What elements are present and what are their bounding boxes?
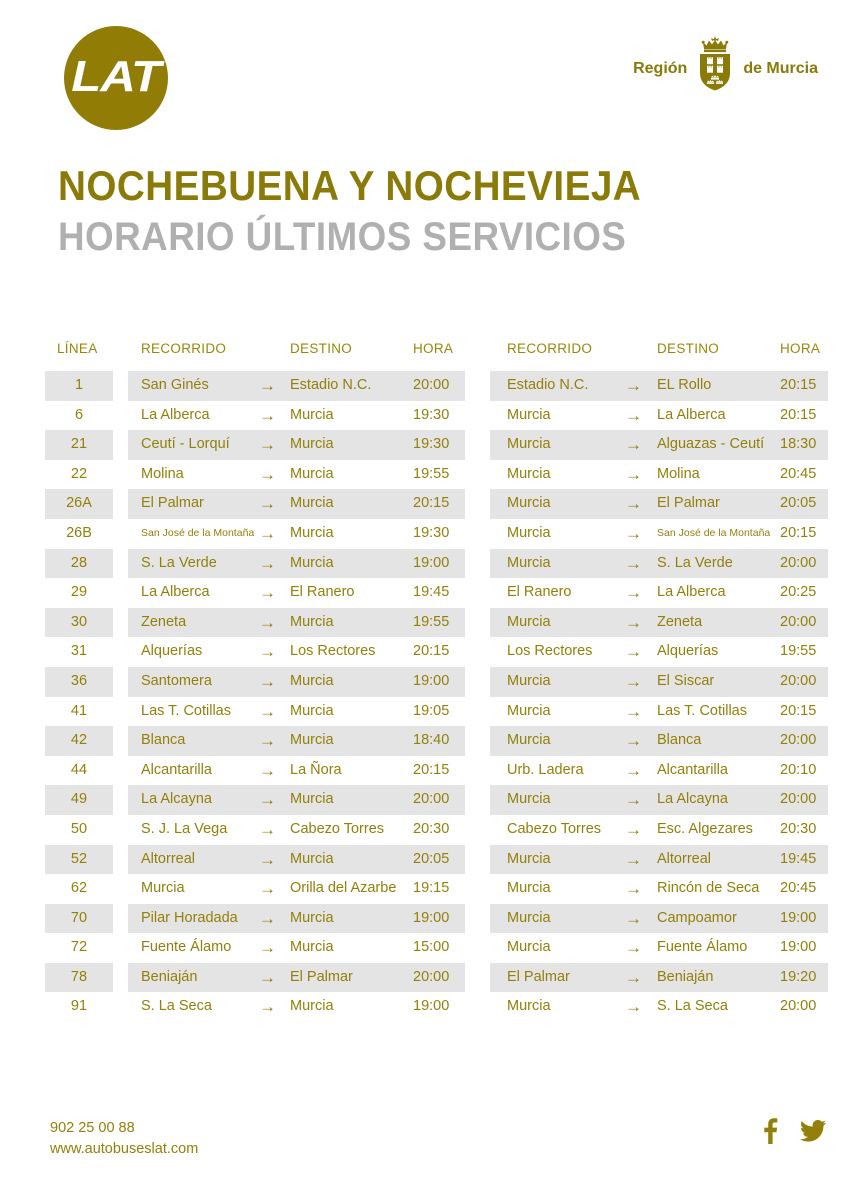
arrow-icon-1 [259, 904, 276, 936]
cell-hora-2: 19:20 [780, 968, 817, 985]
arrow-icon-2 [625, 992, 642, 1024]
arrow-glyph-1: → [259, 908, 276, 928]
arrow-icon-2 [625, 963, 642, 995]
arrow-icon-1 [259, 667, 276, 699]
cell-recorrido-1: San José de la Montaña [141, 526, 255, 539]
table-row [0, 430, 868, 460]
cell-destino-2: Molina [657, 465, 700, 482]
cell-hora-2: 20:00 [780, 672, 817, 689]
cell-linea: 6 [74, 406, 84, 423]
table-row [0, 608, 868, 638]
cell-destino-1: Murcia [290, 732, 334, 749]
page-header [0, 0, 868, 150]
table-body [0, 371, 868, 1022]
cell-destino-1: Murcia [290, 939, 334, 956]
cell-hora-2: 20:00 [780, 791, 817, 808]
arrow-icon-2 [625, 904, 642, 936]
column-header-recorrido-1: RECORRIDO [141, 341, 227, 356]
arrow-glyph-2: → [625, 879, 642, 899]
cell-hora-1: 18:40 [413, 732, 450, 749]
cell-linea: 26B [66, 524, 92, 541]
table-row [0, 401, 868, 431]
arrow-glyph-1: → [259, 997, 276, 1017]
cell-destino-1: Murcia [290, 791, 334, 808]
arrow-glyph-2: → [625, 997, 642, 1017]
cell-destino-1: Murcia [290, 406, 334, 423]
region-de-murcia-logo [633, 33, 818, 93]
cell-recorrido-2: Murcia [507, 554, 551, 571]
cell-linea: 36 [70, 672, 88, 689]
arrow-glyph-2: → [625, 819, 642, 839]
footer-contact [50, 1118, 198, 1160]
cell-hora-1: 19:00 [413, 909, 450, 926]
cell-destino-2: Fuente Álamo [657, 939, 748, 956]
table-row [0, 637, 868, 667]
cell-recorrido-1: Alquerías [141, 643, 203, 660]
table-row [0, 371, 868, 401]
cell-hora-2: 20:00 [780, 613, 817, 630]
arrow-glyph-2: → [625, 583, 642, 603]
cell-linea: 50 [70, 820, 88, 837]
arrow-icon-2 [625, 785, 642, 817]
column-header-destino-1: DESTINO [290, 341, 353, 356]
arrow-icon-1 [259, 430, 276, 462]
cell-destino-1: La Ñora [290, 761, 342, 778]
cell-hora-1: 20:00 [413, 791, 450, 808]
cell-linea: 26A [66, 495, 92, 512]
cell-recorrido-2: Murcia [507, 909, 551, 926]
lat-logo [64, 26, 168, 130]
cell-recorrido-1: El Palmar [141, 495, 204, 512]
arrow-glyph-2: → [625, 760, 642, 780]
arrow-glyph-2: → [625, 464, 642, 484]
arrow-icon-1 [259, 874, 276, 906]
arrow-glyph-1: → [259, 967, 276, 987]
cell-hora-2: 20:45 [780, 880, 817, 897]
cell-recorrido-2: Murcia [507, 672, 551, 689]
cell-destino-1: Murcia [290, 672, 334, 689]
arrow-icon-1 [259, 489, 276, 521]
cell-hora-1: 20:15 [413, 643, 450, 660]
cell-hora-2: 20:15 [780, 377, 817, 393]
cell-linea: 70 [70, 909, 88, 926]
cell-destino-2: Campoamor [657, 909, 737, 926]
cell-destino-1: Cabezo Torres [290, 820, 385, 837]
cell-hora-2: 20:00 [780, 998, 817, 1015]
arrow-icon-1 [259, 815, 276, 847]
cell-destino-1: Orilla del Azarbe [290, 880, 397, 897]
cell-destino-2: Esc. Algezares [657, 820, 753, 837]
cell-hora-2: 20:00 [780, 554, 817, 571]
arrow-glyph-1: → [259, 819, 276, 839]
table-row [0, 726, 868, 756]
arrow-icon-1 [259, 519, 276, 551]
cell-hora-1: 20:15 [413, 495, 450, 512]
arrow-glyph-1: → [259, 523, 276, 543]
cell-linea: 29 [70, 584, 88, 601]
cell-recorrido-2: Murcia [507, 406, 551, 423]
cell-hora-2: 20:00 [780, 732, 817, 749]
table-row [0, 667, 868, 697]
cell-linea: 1 [74, 377, 84, 393]
cell-hora-2: 20:05 [780, 495, 817, 512]
table-row [0, 756, 868, 786]
cell-linea: 62 [70, 880, 88, 897]
page-footer [0, 1100, 868, 1200]
cell-hora-1: 19:00 [413, 672, 450, 689]
cell-recorrido-2: Murcia [507, 880, 551, 897]
cell-hora-2: 19:00 [780, 939, 817, 956]
arrow-icon-2 [625, 489, 642, 521]
cell-hora-1: 19:30 [413, 436, 450, 453]
cell-hora-1: 19:55 [413, 465, 450, 482]
cell-linea: 31 [70, 643, 88, 660]
murcia-crowned-shield-icon [693, 33, 737, 93]
cell-destino-2: Alguazas - Ceutí [657, 436, 765, 453]
table-row [0, 519, 868, 549]
arrow-glyph-1: → [259, 464, 276, 484]
arrow-glyph-2: → [625, 849, 642, 869]
cell-hora-2: 20:25 [780, 584, 817, 601]
cell-destino-2: Altorreal [657, 850, 711, 867]
arrow-glyph-2: → [625, 553, 642, 573]
arrow-glyph-2: → [625, 494, 642, 514]
arrow-icon-2 [625, 933, 642, 965]
cell-hora-2: 20:10 [780, 761, 817, 778]
cell-hora-1: 19:00 [413, 554, 450, 571]
cell-destino-1: Murcia [290, 465, 334, 482]
facebook-icon[interactable] [763, 1118, 778, 1149]
table-row [0, 845, 868, 875]
de-murcia-label: de Murcia [743, 60, 818, 77]
cell-hora-1: 20:05 [413, 850, 450, 867]
arrow-icon-2 [625, 845, 642, 877]
cell-recorrido-1: S. J. La Vega [141, 820, 228, 837]
cell-destino-1: El Palmar [290, 968, 353, 985]
cell-destino-2: S. La Seca [657, 998, 728, 1015]
cell-recorrido-1: Santomera [141, 672, 212, 689]
schedule-table [0, 335, 868, 1022]
cell-linea: 42 [70, 732, 88, 749]
cell-linea: 22 [70, 465, 88, 482]
arrow-icon-2 [625, 874, 642, 906]
arrow-glyph-2: → [625, 938, 642, 958]
arrow-glyph-2: → [625, 908, 642, 928]
arrow-glyph-2: → [625, 612, 642, 632]
arrow-glyph-1: → [259, 731, 276, 751]
cell-hora-2: 19:55 [780, 643, 817, 660]
arrow-icon-2 [625, 401, 642, 433]
cell-recorrido-2: Murcia [507, 702, 551, 719]
cell-hora-2: 18:30 [780, 436, 817, 453]
cell-recorrido-2: El Ranero [507, 584, 572, 601]
arrow-icon-1 [259, 726, 276, 758]
cell-hora-2: 20:15 [780, 406, 817, 423]
cell-destino-1: Murcia [290, 436, 334, 453]
column-header-linea: LÍNEA [57, 341, 98, 356]
cell-destino-2: Zeneta [657, 613, 703, 630]
arrow-icon-2 [625, 697, 642, 729]
arrow-glyph-1: → [259, 405, 276, 425]
cell-destino-2: La Alcayna [657, 791, 728, 808]
arrow-icon-2 [625, 549, 642, 581]
arrow-icon-1 [259, 637, 276, 669]
cell-recorrido-1: S. La Seca [141, 998, 212, 1015]
arrow-glyph-2: → [625, 523, 642, 543]
arrow-icon-2 [625, 667, 642, 699]
arrow-glyph-2: → [625, 790, 642, 810]
arrow-icon-2 [625, 578, 642, 610]
cell-recorrido-2: Murcia [507, 465, 551, 482]
cell-hora-1: 15:00 [413, 939, 450, 956]
cell-linea: 41 [70, 702, 88, 719]
cell-hora-1: 19:15 [413, 880, 450, 897]
table-row [0, 785, 868, 815]
table-row [0, 874, 868, 904]
cell-destino-2: S. La Verde [657, 554, 733, 571]
cell-destino-2: El Siscar [657, 672, 715, 689]
cell-hora-1: 19:45 [413, 584, 450, 601]
cell-recorrido-2: Murcia [507, 850, 551, 867]
cell-recorrido-1: Pilar Horadada [141, 909, 238, 926]
arrow-icon-1 [259, 756, 276, 788]
arrow-glyph-2: → [625, 405, 642, 425]
cell-recorrido-2: Murcia [507, 939, 551, 956]
cell-recorrido-1: San Ginés [141, 377, 209, 393]
cell-hora-2: 20:15 [780, 524, 817, 541]
cell-recorrido-1: La Alberca [141, 584, 210, 601]
cell-destino-1: Murcia [290, 495, 334, 512]
table-row [0, 963, 868, 993]
arrow-glyph-1: → [259, 642, 276, 662]
cell-destino-2: El Palmar [657, 495, 720, 512]
table-row [0, 578, 868, 608]
arrow-glyph-1: → [259, 849, 276, 869]
cell-destino-1: Murcia [290, 998, 334, 1015]
cell-destino-1: Murcia [290, 702, 334, 719]
arrow-icon-2 [625, 608, 642, 640]
table-row [0, 489, 868, 519]
cell-destino-1: Estadio N.C. [290, 377, 372, 393]
cell-destino-1: Murcia [290, 613, 334, 630]
cell-hora-1: 19:55 [413, 613, 450, 630]
table-row [0, 549, 868, 579]
arrow-icon-1 [259, 460, 276, 492]
page-subtitle: HORARIO ÚLTIMOS SERVICIOS [58, 215, 627, 259]
arrow-icon-2 [625, 815, 642, 847]
cell-hora-1: 20:30 [413, 820, 450, 837]
arrow-icon-1 [259, 549, 276, 581]
arrow-icon-1 [259, 963, 276, 995]
cell-recorrido-2: Los Rectores [507, 643, 593, 660]
arrow-icon-1 [259, 933, 276, 965]
cell-destino-1: Los Rectores [290, 643, 376, 660]
arrow-glyph-1: → [259, 671, 276, 691]
table-header-row [0, 335, 868, 371]
cell-recorrido-1: Ceutí - Lorquí [141, 436, 230, 453]
table-row [0, 904, 868, 934]
cell-destino-2: Rincón de Seca [657, 880, 760, 897]
arrow-glyph-1: → [259, 376, 276, 395]
column-header-hora-1: HORA [413, 341, 454, 356]
arrow-icon-1 [259, 608, 276, 640]
cell-destino-1: El Ranero [290, 584, 355, 601]
table-row [0, 697, 868, 727]
cell-hora-1: 19:30 [413, 524, 450, 541]
cell-destino-2: San José de la Montaña [657, 526, 771, 539]
arrow-glyph-2: → [625, 642, 642, 662]
cell-linea: 91 [70, 998, 88, 1015]
arrow-icon-2 [625, 460, 642, 492]
cell-recorrido-1: Blanca [141, 732, 186, 749]
cell-destino-2: Blanca [657, 732, 702, 749]
cell-recorrido-1: La Alberca [141, 406, 210, 423]
arrow-glyph-1: → [259, 701, 276, 721]
cell-hora-1: 20:00 [413, 377, 450, 393]
table-row [0, 460, 868, 490]
cell-hora-2: 20:45 [780, 465, 817, 482]
cell-recorrido-1: Las T. Cotillas [141, 702, 231, 719]
arrow-icon-2 [625, 637, 642, 669]
cell-recorrido-1: Molina [141, 465, 184, 482]
arrow-glyph-1: → [259, 790, 276, 810]
arrow-icon-1 [259, 845, 276, 877]
cell-linea: 72 [70, 939, 88, 956]
title-block [58, 162, 818, 260]
arrow-glyph-1: → [259, 583, 276, 603]
arrow-glyph-1: → [259, 494, 276, 514]
arrow-icon-1 [259, 992, 276, 1024]
column-header-destino-2: DESTINO [657, 341, 720, 356]
cell-linea: 28 [70, 554, 88, 571]
arrow-glyph-2: → [625, 967, 642, 987]
table-row [0, 992, 868, 1022]
cell-recorrido-1: Fuente Álamo [141, 939, 232, 956]
cell-recorrido-1: Murcia [141, 880, 185, 897]
cell-destino-1: Murcia [290, 850, 334, 867]
table-row [0, 933, 868, 963]
arrow-icon-1 [259, 697, 276, 729]
arrow-glyph-1: → [259, 938, 276, 958]
arrow-glyph-1: → [259, 760, 276, 780]
cell-destino-2: La Alberca [657, 406, 726, 423]
cell-destino-2: Alcantarilla [657, 761, 728, 778]
cell-destino-1: Murcia [290, 554, 334, 571]
social-links [763, 1118, 826, 1149]
cell-recorrido-1: Alcantarilla [141, 761, 212, 778]
page-title: NOCHEBUENA Y NOCHEVIEJA [58, 162, 642, 209]
cell-destino-2: La Alberca [657, 584, 726, 601]
cell-recorrido-1: Altorreal [141, 850, 195, 867]
arrow-glyph-2: → [625, 671, 642, 691]
table-row [0, 815, 868, 845]
cell-hora-1: 20:00 [413, 968, 450, 985]
cell-recorrido-2: Estadio N.C. [507, 377, 589, 393]
arrow-glyph-2: → [625, 701, 642, 721]
cell-hora-2: 20:30 [780, 820, 817, 837]
column-header-recorrido-2: RECORRIDO [507, 341, 593, 356]
arrow-glyph-2: → [625, 435, 642, 455]
arrow-icon-2 [625, 430, 642, 462]
cell-destino-2: Beniaján [657, 968, 714, 985]
cell-linea: 78 [70, 968, 88, 985]
cell-hora-1: 19:00 [413, 998, 450, 1015]
twitter-icon[interactable] [800, 1120, 826, 1147]
cell-recorrido-2: Murcia [507, 436, 551, 453]
arrow-icon-1 [259, 371, 276, 403]
cell-hora-2: 20:15 [780, 702, 817, 719]
cell-hora-1: 19:30 [413, 406, 450, 423]
cell-linea: 30 [70, 613, 88, 630]
cell-destino-2: EL Rollo [657, 377, 712, 393]
cell-recorrido-2: Murcia [507, 732, 551, 749]
cell-recorrido-2: Murcia [507, 998, 551, 1015]
arrow-glyph-2: → [625, 731, 642, 751]
cell-destino-2: Alquerías [657, 643, 719, 660]
cell-recorrido-1: S. La Verde [141, 554, 217, 571]
cell-destino-1: Murcia [290, 524, 334, 541]
cell-destino-1: Murcia [290, 909, 334, 926]
cell-linea: 49 [70, 791, 88, 808]
arrow-icon-2 [625, 756, 642, 788]
cell-recorrido-1: Zeneta [141, 613, 187, 630]
cell-recorrido-1: Beniaján [141, 968, 198, 985]
footer-phone: 902 25 00 88 [50, 1120, 135, 1136]
arrow-glyph-1: → [259, 435, 276, 455]
cell-hora-1: 19:05 [413, 702, 450, 719]
arrow-icon-1 [259, 401, 276, 433]
arrow-icon-2 [625, 519, 642, 551]
cell-recorrido-1: La Alcayna [141, 791, 212, 808]
cell-recorrido-2: Murcia [507, 791, 551, 808]
cell-recorrido-2: Murcia [507, 495, 551, 512]
arrow-icon-2 [625, 726, 642, 758]
cell-linea: 44 [70, 761, 88, 778]
lat-logo-text: LAT [71, 52, 161, 101]
column-header-hora-2: HORA [780, 341, 821, 356]
arrow-glyph-2: → [625, 376, 642, 395]
cell-recorrido-2: Murcia [507, 613, 551, 630]
cell-destino-2: Las T. Cotillas [657, 702, 747, 719]
arrow-glyph-1: → [259, 879, 276, 899]
cell-recorrido-2: Urb. Ladera [507, 761, 584, 778]
cell-hora-2: 19:00 [780, 909, 817, 926]
region-label: Región [633, 60, 688, 77]
footer-website[interactable]: www.autobuseslat.com [50, 1141, 199, 1157]
arrow-icon-2 [625, 371, 642, 403]
cell-recorrido-2: Murcia [507, 524, 551, 541]
cell-recorrido-2: Cabezo Torres [507, 820, 602, 837]
cell-linea: 52 [70, 850, 88, 867]
arrow-icon-1 [259, 785, 276, 817]
arrow-glyph-1: → [259, 553, 276, 573]
cell-hora-1: 20:15 [413, 761, 450, 778]
arrow-glyph-1: → [259, 612, 276, 632]
arrow-icon-1 [259, 578, 276, 610]
cell-recorrido-2: El Palmar [507, 968, 570, 985]
cell-hora-2: 19:45 [780, 850, 817, 867]
cell-linea: 21 [70, 436, 88, 453]
